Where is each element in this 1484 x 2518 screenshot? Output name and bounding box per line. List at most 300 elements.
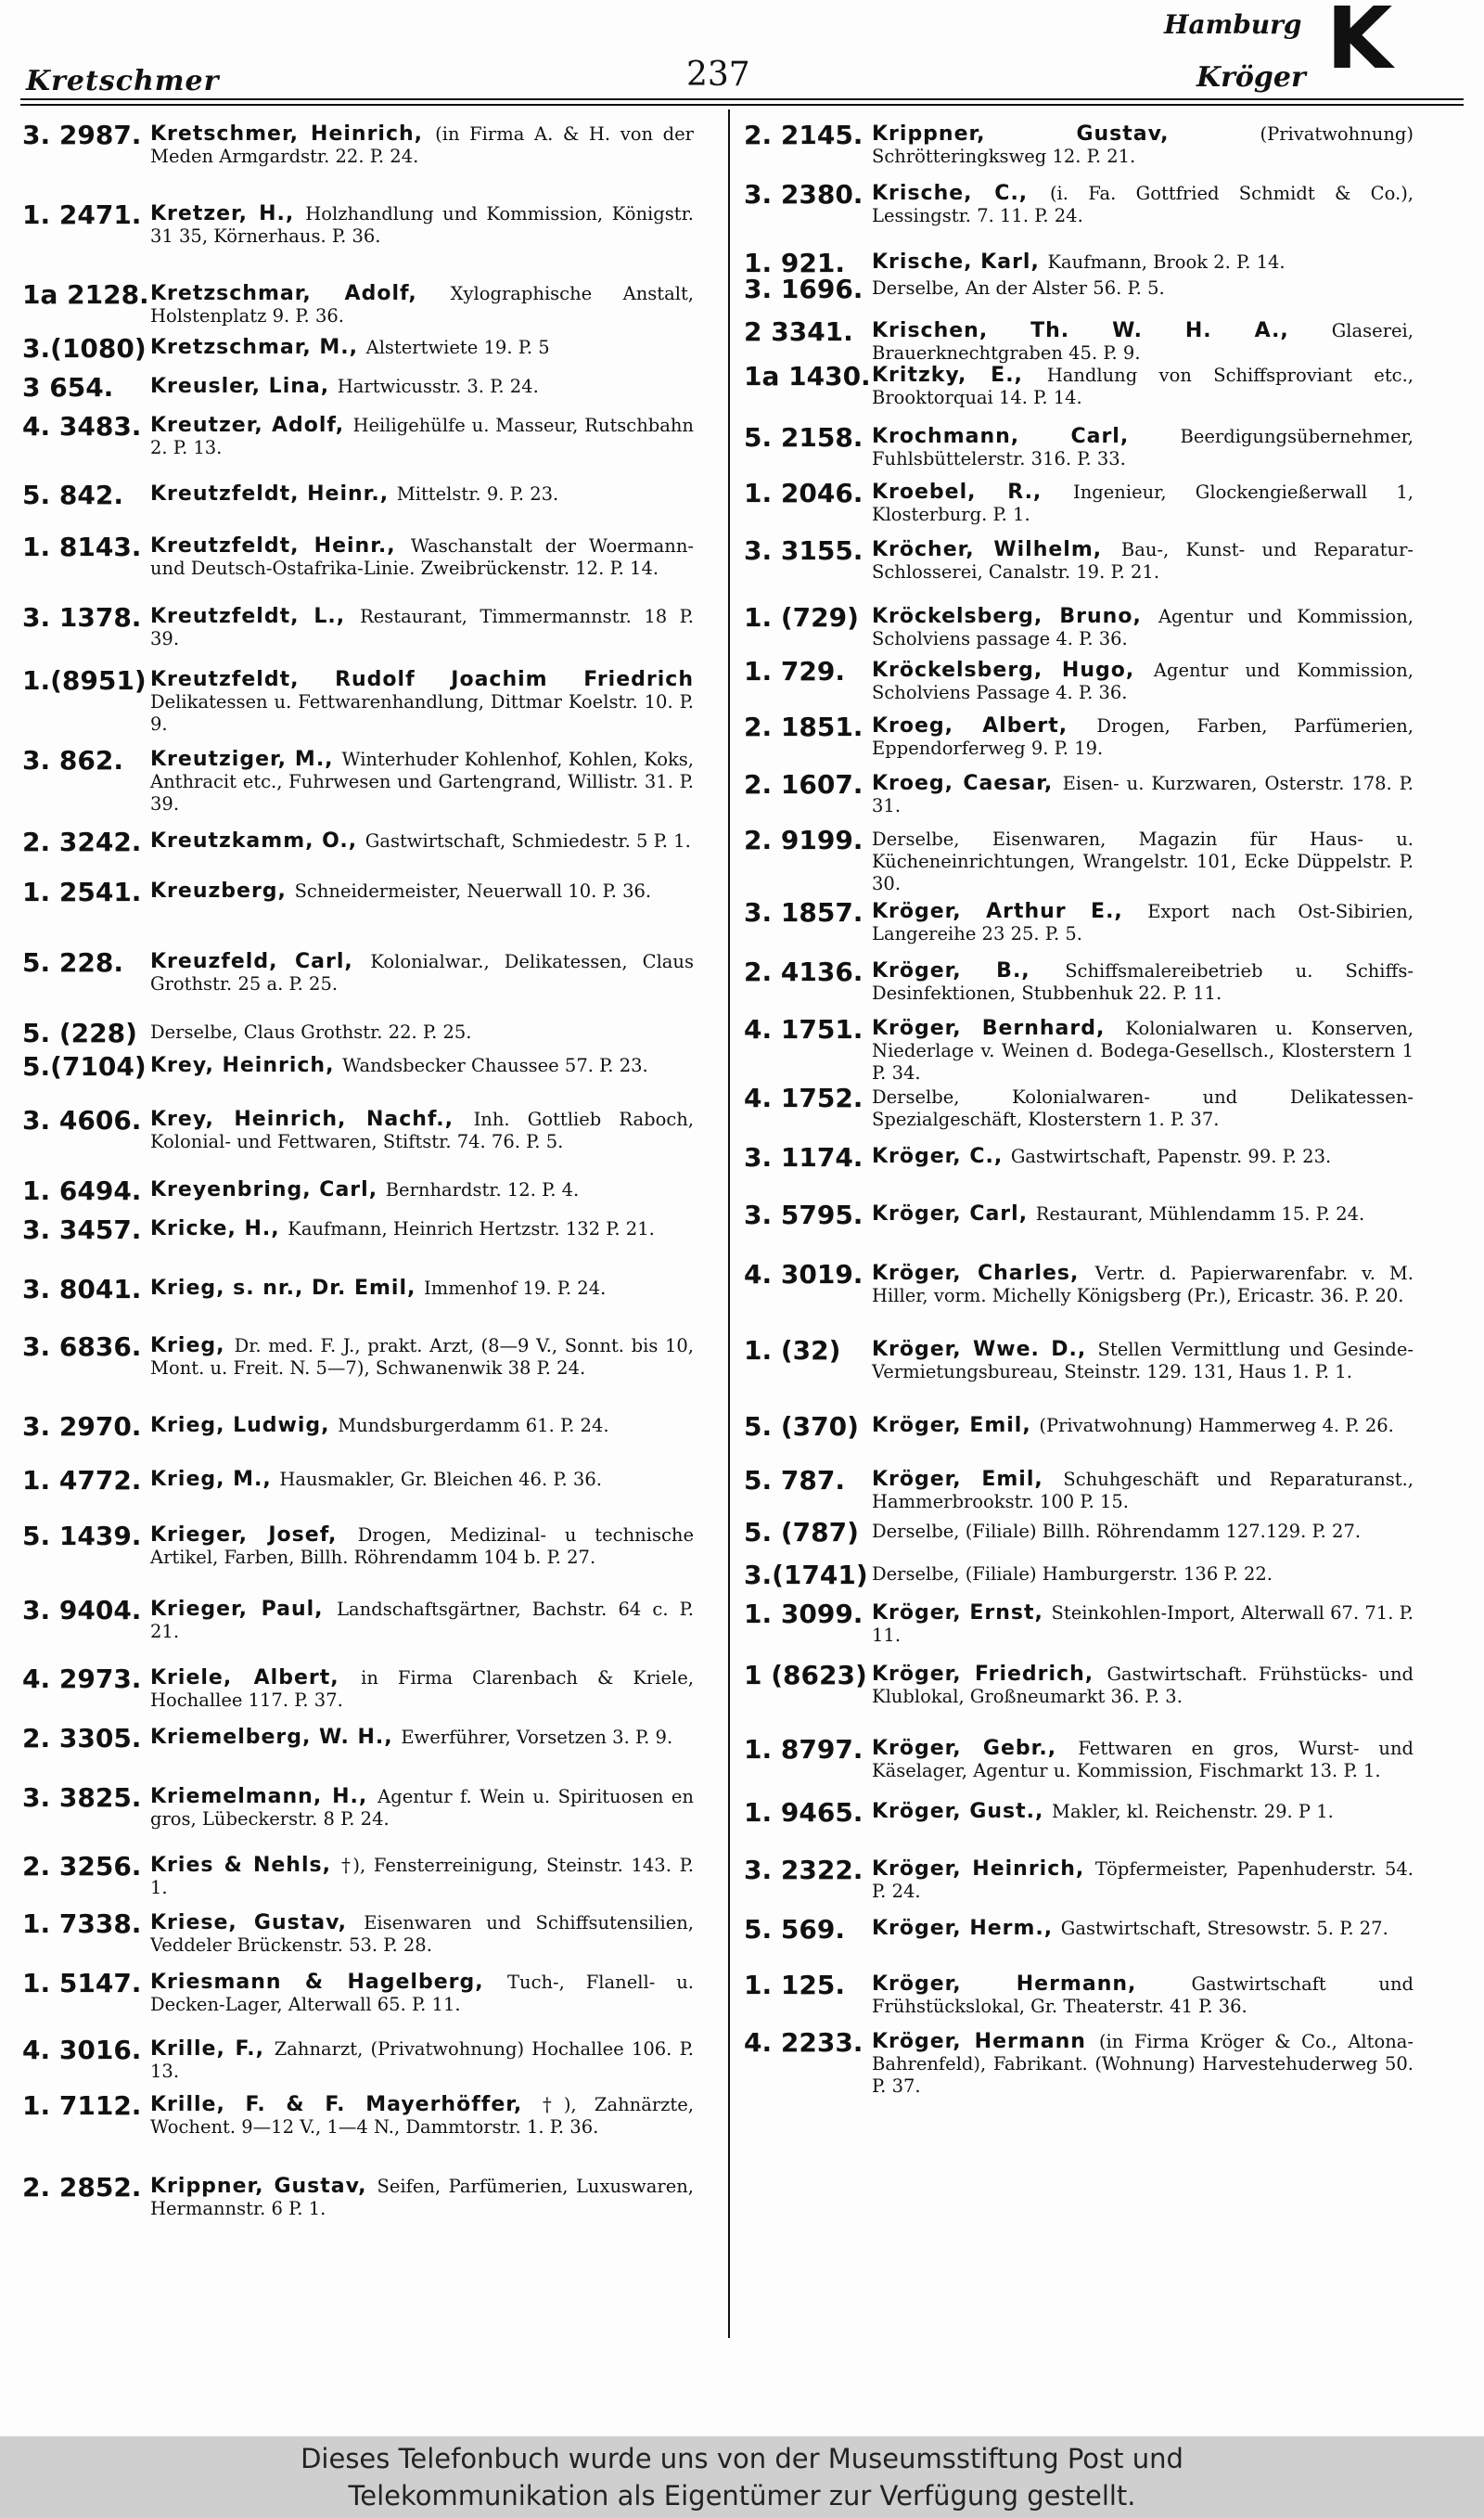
phone-number: 1. 729. (744, 656, 845, 687)
entry-details: Gastwirtschaft, Papenstr. 99. P. 23. (1010, 1146, 1332, 1167)
directory-entry (22, 1410, 694, 1442)
entry-name: Krieg, M., (150, 1468, 280, 1491)
directory-entry (744, 1464, 1414, 1513)
directory-entry (22, 1722, 694, 1754)
entry-text (150, 2171, 694, 2220)
header-right-name: Kröger (1196, 61, 1306, 94)
entry-name: Kretschmer, Heinrich, (150, 122, 436, 146)
directory-entry (744, 360, 1414, 409)
directory-entry (744, 1854, 1414, 1903)
phone-number: 1. 7112. (22, 2090, 142, 2121)
directory-entry (22, 1850, 694, 1899)
directory-entry (744, 711, 1414, 760)
entry-details: Zahnarzt, (Privatwohnung) Hochallee 106. P. 13. (150, 2038, 694, 2082)
entry-text (150, 410, 694, 459)
phone-number: 2. 1851. (744, 712, 864, 742)
phone-number: 4. 1751. (744, 1014, 864, 1045)
entry-details: Waschanstalt der Woermann- und Deutsch-Ostafrika-Linie. Zweibrückenstr. 12. P. 14. (150, 535, 694, 579)
directory-entry (744, 1913, 1414, 1945)
entry-name: Krieg, (150, 1334, 235, 1357)
directory-entry (744, 119, 1414, 168)
directory-entry (22, 1273, 694, 1304)
phone-number: 1. 7338. (22, 1908, 142, 1939)
phone-number: 3. 1378. (22, 602, 142, 633)
entry-text (150, 601, 694, 650)
entry-name: Kroeg, Caesar, (872, 772, 1063, 795)
phone-number: 3. 2322. (744, 1855, 864, 1885)
entry-details: Stellen Vermittlung und Gesinde-Vermietungsbureau, Steinstr. 129. 131, Haus 1. P. 1. (872, 1339, 1414, 1382)
entry-details: Eisen- u. Kurzwaren, Osterstr. 178. P. 31. (872, 773, 1414, 816)
directory-entry (744, 1199, 1414, 1230)
entry-name: Kretzschmar, Adolf, (150, 282, 451, 305)
entry-name: Kröger, Charles, (872, 1262, 1095, 1285)
phone-number: 1. 8143. (22, 532, 142, 562)
entry-text (872, 1334, 1414, 1383)
entry-text (872, 1258, 1414, 1307)
entry-name: Krische, Karl, (872, 251, 1048, 274)
entry-text (872, 1913, 1414, 1940)
entry-details: Beerdigungsübernehmer, Fuhlsbüttelerstr. 316. P. 33. (872, 426, 1414, 469)
entry-details: Schuhgeschäft und Reparaturanst., Hammerbrookstr. 100 P. 15. (872, 1469, 1414, 1512)
directory-entry (22, 199, 694, 248)
directory-entry (744, 178, 1414, 227)
entry-text (150, 664, 694, 736)
directory-entry (744, 1013, 1414, 1085)
entry-text (872, 1199, 1414, 1226)
directory-entry (22, 410, 694, 459)
entry-details: Gastwirtschaft. Frühstücks- und Klublokal, Großneumarkt 36. P. 3. (872, 1664, 1414, 1707)
directory-entry (22, 1017, 694, 1048)
entry-text (150, 946, 694, 996)
entry-text (150, 1967, 694, 2016)
phone-number: 3.(1080) (22, 333, 147, 364)
entry-name: Kröger, Hermann (872, 2030, 1099, 2053)
entry-name: Kreusler, Lina, (150, 375, 338, 398)
directory-entry (22, 664, 694, 736)
entry-details: Export nach Ost-Sibirien, Langereihe 23 25. P. 5. (872, 901, 1414, 944)
entry-text (150, 1214, 694, 1240)
entry-details: (in Firma A. & H. von der Meden Armgardstr. 22. P. 24. (150, 123, 694, 167)
entry-text (872, 1141, 1414, 1168)
phone-number: 2 3341. (744, 316, 853, 347)
directory-entry (744, 534, 1414, 584)
entry-text (872, 1410, 1414, 1437)
phone-number: 4. 3019. (744, 1259, 864, 1290)
entry-details: Gastwirtschaft, Stresowstr. 5. P. 27. (1060, 1918, 1388, 1939)
entry-details: Restaurant, Mühlendamm 15. P. 24. (1035, 1203, 1365, 1225)
phone-number: 3. 2987. (22, 120, 142, 150)
entry-details: Drogen, Medizinal- u technische Artikel, Farben, Billh. Röhrendamm 104 b. P. 27. (150, 1524, 694, 1568)
entry-text (872, 2026, 1414, 2098)
phone-number: 5. 2158. (744, 422, 864, 453)
entry-details: Makler, kl. Reichenstr. 29. P 1. (1052, 1801, 1334, 1822)
directory-entry (22, 1663, 694, 1712)
entry-details: Winterhuder Kohlenhof, Kohlen, Koks, Anthracit etc., Fuhrwesen und Gartengrand, Willistr. 31. P. 39. (150, 749, 694, 815)
entry-text (872, 1598, 1414, 1647)
phone-number: 2. 2852. (22, 2172, 142, 2203)
entry-text (872, 119, 1414, 168)
directory-entry (744, 1334, 1414, 1383)
entry-text (150, 1017, 694, 1044)
entry-details: Kolonialwaren u. Konserven, Niederlage v. Weinen d. Bodega-Gesellsch., Klosterstern 1 P. 34. (872, 1018, 1414, 1084)
phone-number: 3. 2970. (22, 1411, 142, 1442)
phone-number: 1. 921. (744, 248, 845, 278)
entry-text (872, 1464, 1414, 1513)
entry-details: Eisenwaren und Schiffsutensilien, Veddeler Brückenstr. 53. P. 28. (150, 1912, 694, 1956)
directory-entry (744, 824, 1414, 895)
entry-text (150, 1410, 694, 1437)
entry-name: Krille, F., (150, 2037, 275, 2061)
directory-entry (22, 1967, 694, 2016)
phone-number: 5. 228. (22, 947, 123, 978)
entry-text (150, 876, 694, 903)
entry-details: Bau-, Kunst- und Reparatur-Schlosserei, Canalstr. 19. P. 21. (872, 539, 1414, 583)
entry-name: Krieger, Paul, (150, 1598, 338, 1621)
entry-details: Wandsbecker Chaussee 57. P. 23. (342, 1055, 648, 1076)
phone-number: 3. 862. (22, 745, 123, 776)
entry-details: Steinkohlen-Import, Alterwall 67. 71. P. 11. (872, 1602, 1414, 1646)
phone-number: 1. 5147. (22, 1968, 142, 1998)
entry-details: Kolonialwar., Delikatessen, Claus Grothstr. 25 a. P. 25. (150, 951, 694, 995)
phone-number: 1. (32) (744, 1335, 841, 1366)
directory-entry (22, 371, 694, 403)
entry-name: Kriemelberg, W. H., (150, 1726, 402, 1749)
phone-number: 1. 4772. (22, 1465, 142, 1496)
entry-details: Vertr. d. Papierwarenfabr. v. M. Hiller, vorm. Michelly Königsberg (Pr.), Ericastr. 36. P. 20. (872, 1263, 1414, 1306)
directory-entry (22, 1520, 694, 1569)
entry-text (872, 1733, 1414, 1782)
phone-number: 1. (729) (744, 602, 859, 633)
entry-details: Fettwaren en gros, Wurst- und Käselager, Agentur u. Kommission, Fischmarkt 13. P. 1. (872, 1738, 1414, 1781)
entry-details: Seifen, Parfümerien, Luxuswaren, Hermannstr. 6 P. 1. (150, 2176, 694, 2219)
phone-number: 1. 8797. (744, 1734, 864, 1765)
entry-details: Mundsburgerdamm 61. P. 24. (338, 1415, 609, 1436)
directory-entry (22, 946, 694, 996)
directory-entry (744, 1082, 1414, 1131)
footer-line-1: Dieses Telefonbuch wurde uns von der Museumsstiftung Post und (301, 2443, 1183, 2474)
entry-text (150, 531, 694, 580)
phone-number: 3.(1741) (744, 1560, 868, 1590)
phone-number: 1. 125. (744, 1970, 845, 2000)
directory-entry (744, 421, 1414, 470)
entry-name: Kröger, Emil, (872, 1468, 1064, 1491)
entry-name: Krippner, Gustav, (872, 122, 1260, 146)
entry-text (872, 1516, 1414, 1543)
entry-name: Krippner, Gustav, (150, 2175, 377, 2198)
directory-entry (744, 1659, 1414, 1708)
entry-text (872, 1559, 1414, 1586)
phone-number: 5. 787. (744, 1465, 845, 1496)
entry-name: Kritzky, E., (872, 364, 1047, 387)
entry-name: Kröger, Heinrich, (872, 1857, 1095, 1881)
entry-name: Kreutzkamm, O., (150, 829, 365, 853)
entry-text (150, 2089, 694, 2139)
entry-details: Tuch-, Flanell- u. Decken-Lager, Alterwall 65. P. 11. (150, 1972, 694, 2015)
entry-details: Delikatessen u. Fettwarenhandlung, Dittmar Koelstr. 10. P. 9. (150, 691, 694, 735)
entry-name: Kröger, Gust., (872, 1800, 1053, 1823)
phone-number: 5.(7104) (22, 1051, 147, 1082)
directory-entry (22, 744, 694, 816)
directory-entry (744, 1559, 1414, 1590)
phone-number: 1a 2128. (22, 279, 149, 310)
entry-details: Schiffsmalereibetrieb u. Schiffs-Desinfektionen, Stubbenhuk 22. P. 11. (872, 960, 1414, 1004)
entry-details: (i. Fa. Gottfried Schmidt & Co.), Lessingstr. 7. 11. P. 24. (872, 183, 1414, 226)
entry-name: Krey, Heinrich, (150, 1054, 343, 1077)
entry-name: Kröger, Ernst, (872, 1601, 1052, 1625)
entry-name: Kröger, B., (872, 959, 1066, 983)
entry-details: Kaufmann, Heinrich Hertzstr. 132 P. 21. (288, 1218, 655, 1240)
phone-number: 2. 3242. (22, 827, 142, 857)
directory-entry (22, 1781, 694, 1831)
entry-text (872, 1969, 1414, 2018)
entry-details: Kaufmann, Brook 2. P. 14. (1047, 251, 1286, 273)
entry-details: Derselbe, Claus Grothstr. 22. P. 25. (150, 1021, 472, 1043)
phone-number: 3 654. (22, 372, 114, 403)
phone-number: 1. 6494. (22, 1175, 142, 1206)
entry-text (150, 1722, 694, 1749)
entry-details: Agentur und Kommission, Scholviens Passage 4. P. 36. (872, 660, 1414, 703)
entry-details: Mittelstr. 9. P. 23. (396, 483, 559, 505)
entry-name: Kröcher, Wilhelm, (872, 538, 1121, 561)
entry-details: Töpfermeister, Papenhuderstr. 54. P. 24. (872, 1858, 1414, 1902)
entry-name: Kreutzfeldt, Heinr., (150, 534, 411, 558)
entry-details: Agentur und Kommission, Scholviens passage 4. P. 36. (872, 606, 1414, 649)
entry-details: Derselbe, An der Alster 56. P. 5. (872, 277, 1165, 299)
entry-text (872, 360, 1414, 409)
entry-details: Derselbe, (Filiale) Billh. Röhrendamm 127.129. P. 27. (872, 1521, 1362, 1542)
header-rule (20, 98, 1464, 100)
footer-notice (0, 2436, 1484, 2518)
entry-name: Kröger, C., (872, 1145, 1011, 1168)
phone-number: 4. 1752. (744, 1083, 864, 1113)
entry-details: Holzhandlung und Kommission, Königstr. 31 35, Körnerhaus. P. 36. (150, 203, 694, 247)
entry-name: Kröger, Wwe. D., (872, 1338, 1098, 1361)
entry-name: Kröger, Arthur E., (872, 900, 1148, 923)
entry-name: Kricke, H., (150, 1217, 288, 1240)
directory-entry (744, 1516, 1414, 1548)
entry-text (872, 315, 1414, 365)
directory-entry (22, 1594, 694, 1643)
entry-text (150, 278, 694, 328)
directory-entry (744, 601, 1414, 650)
entry-name: Kröger, Hermann, (872, 1972, 1192, 1996)
entry-text (872, 601, 1414, 650)
entry-name: Kröckelsberg, Bruno, (872, 605, 1158, 628)
directory-entry (744, 315, 1414, 365)
phone-number: 3. 4606. (22, 1105, 142, 1136)
entry-name: Kröger, Carl, (872, 1202, 1036, 1226)
directory-entry (744, 1733, 1414, 1782)
entry-name: Kreuzberg, (150, 880, 295, 903)
directory-entry (744, 1141, 1414, 1173)
phone-number: 3. 3457. (22, 1214, 142, 1245)
phone-number: 4. 2973. (22, 1664, 142, 1694)
entry-text (872, 178, 1414, 227)
entry-text (872, 1082, 1414, 1131)
directory-entry (22, 1214, 694, 1245)
phone-number: 3. 5795. (744, 1200, 864, 1230)
entry-details: Gastwirtschaft und Frühstückslokal, Gr. Theaterstr. 41 P. 36. (872, 1973, 1414, 2017)
entry-details: (Privatwohnung) Schrötteringksweg 12. P. 21. (872, 123, 1414, 167)
entry-details: Gastwirtschaft, Schmiedestr. 5 P. 1. (365, 830, 691, 852)
phone-number: 2. 9199. (744, 825, 864, 855)
entry-name: Krische, C., (872, 182, 1050, 205)
entry-text (150, 479, 694, 506)
phone-number: 5. (228) (22, 1018, 137, 1048)
directory-entry (22, 119, 694, 168)
footer-line-2: Telekommunikation als Eigentümer zur Verfügung gestellt. (348, 2480, 1136, 2512)
phone-number: 5. 569. (744, 1914, 845, 1945)
entry-details: Inh. Gottlieb Raboch, Kolonial- und Fettwaren, Stiftstr. 74. 76. P. 5. (150, 1109, 694, 1152)
entry-name: Kretzschmar, M., (150, 336, 366, 359)
phone-number: 1.(8951) (22, 665, 147, 696)
entry-name: Krieg, Ludwig, (150, 1414, 339, 1437)
directory-entry (744, 273, 1414, 304)
entry-text (150, 1663, 694, 1712)
entry-text (872, 896, 1414, 945)
directory-entry (744, 1598, 1414, 1647)
entry-name: Kriemelmann, H., (150, 1785, 378, 1808)
directory-entry (22, 2034, 694, 2083)
phone-number: 1 (8623) (744, 1660, 867, 1690)
entry-text (150, 744, 694, 816)
entry-details: Agentur f. Wein u. Spirituosen en gros, Lübeckerstr. 8 P. 24. (150, 1786, 694, 1830)
directory-entry (744, 477, 1414, 526)
phone-number: 1a 1430. (744, 361, 871, 392)
phone-number: 2. 2145. (744, 120, 864, 150)
header-left-name: Kretschmer (26, 65, 220, 97)
directory-entry (744, 768, 1414, 817)
directory-entry (744, 247, 1414, 278)
entry-name: Krieger, Josef, (150, 1523, 358, 1547)
entry-name: Kretzer, H., (150, 202, 306, 225)
entry-name: Kreutziger, M., (150, 748, 342, 771)
entry-details: in Firma Clarenbach & Kriele, Hochallee 117. P. 37. (150, 1667, 694, 1711)
phone-number: 1. 2471. (22, 199, 142, 230)
directory-entry (22, 2089, 694, 2139)
directory-entry (22, 531, 694, 580)
directory-entry (744, 2026, 1414, 2098)
entry-details: (Privatwohnung) Hammerweg 4. P. 26. (1039, 1415, 1394, 1436)
phone-number: 5. 1439. (22, 1521, 142, 1551)
entry-name: Kreutzfeldt, L., (150, 605, 361, 628)
entry-name: Kröger, Herm., (872, 1917, 1061, 1940)
directory-entry (744, 1796, 1414, 1828)
directory-entry (22, 826, 694, 857)
entry-text (872, 1013, 1414, 1085)
entry-name: Kröger, Emil, (872, 1414, 1040, 1437)
entry-name: Krochmann, Carl, (872, 425, 1181, 448)
column-divider (728, 109, 730, 2338)
directory-entry (744, 655, 1414, 704)
entry-text (150, 1520, 694, 1569)
entry-name: Kroeg, Albert, (872, 714, 1097, 738)
entry-text (150, 1050, 694, 1077)
entry-details: Ewerführer, Vorsetzen 3. P. 9. (401, 1727, 673, 1748)
entry-name: Kröckelsberg, Hugo, (872, 659, 1154, 682)
entry-details: Drogen, Farben, Parfümerien, Eppendorferweg 9. P. 19. (872, 715, 1414, 759)
entry-details: Ingenieur, Glockengießerwall 1, Klosterburg. P. 1. (872, 482, 1414, 525)
directory-entry (744, 1410, 1414, 1442)
phone-number: 3. 3825. (22, 1782, 142, 1813)
entry-name: Kreutzfeldt, Rudolf Joachim Friedrich (150, 668, 694, 691)
phone-number: 5. (787) (744, 1517, 859, 1548)
entry-details: Schneidermeister, Neuerwall 10. P. 36. (294, 880, 652, 902)
entry-text (150, 332, 694, 359)
entry-name: Kreyenbring, Carl, (150, 1178, 386, 1201)
phone-number: 3. 6836. (22, 1331, 142, 1362)
entry-name: Kreutzer, Adolf, (150, 414, 353, 437)
entry-text (872, 1659, 1414, 1708)
directory-entry (22, 876, 694, 907)
entry-name: Krieg, s. nr., Dr. Emil, (150, 1277, 425, 1300)
phone-number: 3. 1857. (744, 897, 864, 928)
header-index-letter: K (1326, 0, 1393, 88)
entry-details: Hartwicusstr. 3. P. 24. (337, 376, 539, 397)
directory-entry (22, 601, 694, 650)
entry-text (872, 655, 1414, 704)
header-rule (20, 104, 1464, 106)
entry-details: Handlung von Schiffsproviant etc., Brooktorquai 14. P. 14. (872, 365, 1414, 408)
entry-name: Kröger, Gebr., (872, 1737, 1079, 1760)
directory-entry (22, 1330, 694, 1380)
entry-details: Derselbe, Eisenwaren, Magazin für Haus- u. Kücheneinrichtungen, Wrangelstr. 101, Ecke Düppelstr. P. 30. (872, 829, 1414, 894)
entry-text (872, 1854, 1414, 1903)
directory-entry (22, 1175, 694, 1206)
phone-number: 1. 9465. (744, 1797, 864, 1828)
phone-number: 4. 2233. (744, 2027, 864, 2058)
entry-details: Bernhardstr. 12. P. 4. (385, 1179, 580, 1201)
entry-text (150, 1908, 694, 1957)
entry-name: Krey, Heinrich, Nachf., (150, 1108, 474, 1131)
entry-details: †), Zahnärzte, Wochent. 9—12 V., 1—4 N., Dammtorstr. 1. P. 36. (150, 2094, 694, 2138)
entry-details: Xylographische Anstalt, Holstenplatz 9. P. 36. (150, 283, 694, 327)
entry-name: Kroebel, R., (872, 481, 1073, 504)
entry-name: Kriesmann & Hagelberg, (150, 1971, 507, 1994)
entry-details: Immenhof 19. P. 24. (424, 1278, 607, 1299)
phone-number: 5. (370) (744, 1411, 859, 1442)
entry-text (150, 1330, 694, 1380)
entry-details: (in Firma Kröger & Co., Altona-Bahrenfeld), Fabrikant. (Wohnung) Harvestehuderweg 50. P. 37. (872, 2031, 1414, 2097)
entry-text (872, 711, 1414, 760)
entry-details: Landschaftsgärtner, Bachstr. 64 c. P. 21. (150, 1599, 694, 1642)
entry-text (150, 1104, 694, 1153)
directory-entry (22, 1050, 694, 1082)
phone-number: 4. 3483. (22, 411, 142, 442)
entry-details: Derselbe, (Filiale) Hamburgerstr. 136 P. 22. (872, 1563, 1273, 1585)
directory-entry (22, 332, 694, 364)
entry-text (872, 247, 1414, 274)
entry-text (872, 477, 1414, 526)
phone-number: 2. 1607. (744, 769, 864, 800)
entry-name: Kriele, Albert, (150, 1666, 362, 1689)
directory-entry (22, 2171, 694, 2220)
entry-text (150, 1594, 694, 1643)
entry-text (150, 1464, 694, 1491)
directory-entry (22, 1104, 694, 1153)
entry-details: Alstertwiete 19. P. 5 (365, 337, 550, 358)
entry-details: Dr. med. F. J., prakt. Arzt, (8—9 V., Sonnt. bis 10, Mont. u. Freit. N. 5—7), Schwanenwik 38 P. 24. (150, 1335, 694, 1379)
directory-entry (22, 479, 694, 510)
phone-number: 4. 3016. (22, 2035, 142, 2065)
entry-text (872, 768, 1414, 817)
entry-text (872, 534, 1414, 584)
phone-number: 5. 842. (22, 480, 123, 510)
entry-details: Restaurant, Timmermannstr. 18 P. 39. (150, 606, 694, 649)
entry-text (150, 1175, 694, 1201)
entry-text (872, 1796, 1414, 1823)
entry-text (150, 1781, 694, 1831)
